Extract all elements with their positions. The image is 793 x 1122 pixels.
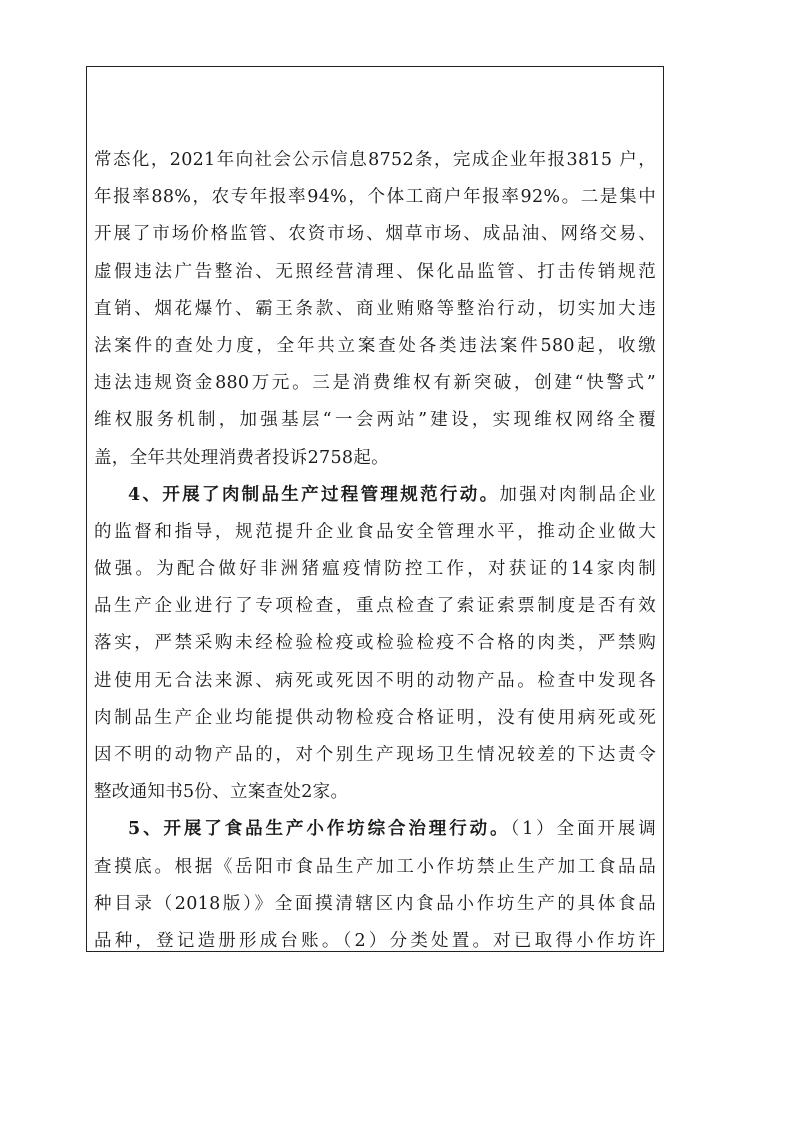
text-line: 法案件的查处力度，全年共立案查处各类违法案件580起，收缴 [94,335,656,356]
text-line: 的监督和指导，规范提升企业食品安全管理水平，推动企业做大 [94,521,656,542]
section-5-first-line-rest: （1）全面开展调 [510,819,656,840]
section-5-heading: 5、开展了食品生产小作坊综合治理行动。 [128,819,511,840]
document-body [94,142,656,960]
text-line: 维权服务机制，加强基层“一会两站”建设，实现维权网络全覆 [94,410,656,431]
text-line: 进使用无合法来源、病死或死因不明的动物产品。检查中发现各 [94,670,656,691]
section-4-heading: 4、开展了肉制品生产过程管理规范行动。 [128,484,500,505]
text-line: 品生产企业进行了专项检查，重点检查了索证索票制度是否有效 [94,596,656,617]
text-line: 品种，登记造册形成台账。（2）分类处置。对已取得小作坊许 [94,930,656,951]
section-4-first-line [94,477,656,514]
text-line: 直销、烟花爆竹、霸王条款、商业贿赂等整治行动，切实加大违 [94,298,656,319]
text-line: 肉制品生产企业均能提供动物检疫合格证明，没有使用病死或死 [94,707,656,728]
text-line: 盖，全年共处理消费者投诉2758起。 [94,447,389,468]
text-line: 做强。为配合做好非洲猪瘟疫情防控工作，对获证的14家肉制 [94,559,656,580]
text-line: 落实，严禁采购未经检验检疫或检验检疫不合格的肉类，严禁购 [94,633,656,654]
section-5-first-line [94,811,656,848]
text-line: 开展了市场价格监管、农资市场、烟草市场、成品油、网络交易、 [94,224,656,245]
text-line: 查摸底。根据《岳阳市食品生产加工小作坊禁止生产加工食品品 [94,856,656,877]
section-4-first-line-rest: 加强对肉制品企业 [499,484,656,505]
text-line: 违法违规资金880万元。三是消费维权有新突破，创建“快警式” [94,373,656,394]
text-line: 种目录（2018版）》全面摸清辖区内食品小作坊生产的具体食品 [94,893,656,914]
text-line: 因不明的动物产品的，对个别生产现场卫生情况较差的下达责令 [94,745,656,765]
text-line: 年报率88%，农专年报率94%，个体工商户年报率92%。二是集中 [94,187,656,208]
text-line: 整改通知书5份、立案查处2家。 [94,782,349,803]
text-line: 常态化，2021年向社会公示信息8752条，完成企业年报3815 户， [94,150,656,170]
text-line: 虚假违法广告整治、无照经营清理、保化品监管、打击传销规范 [94,261,656,282]
